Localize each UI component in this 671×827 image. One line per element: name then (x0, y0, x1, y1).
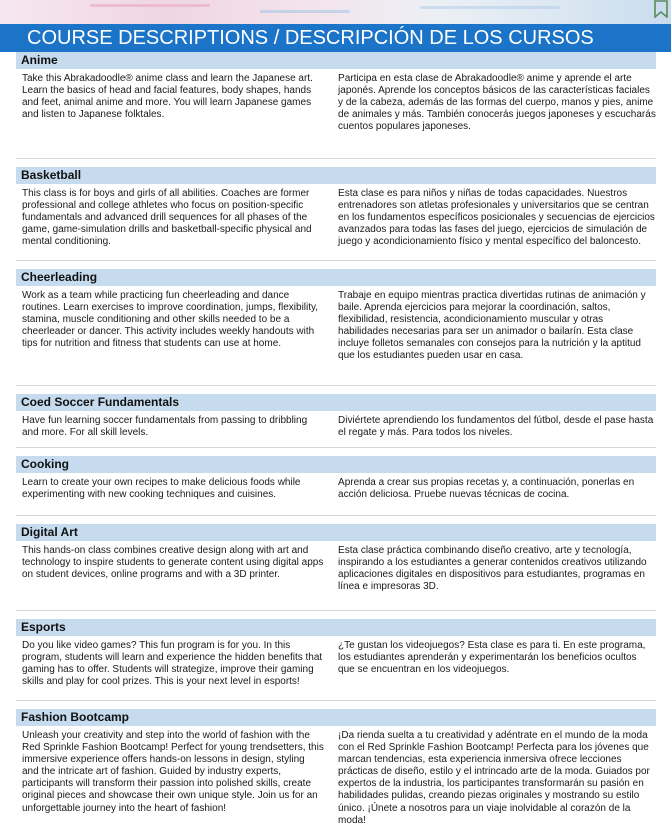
course-body (16, 473, 656, 516)
course-section (16, 709, 656, 826)
course-title: Fashion Bootcamp (16, 709, 656, 726)
course-description-en: Have fun learning soccer fundamentals from passing to dribbling and more. For all skill levels. (22, 415, 308, 439)
course-description-en: Do you like video games? This fun program is for you. In this program, students will learn and experience the hidden benefits that gaming has to offer. Students will strategize, improve their gaming skills and play for cool prizes. This is your next level in esports! (22, 640, 323, 688)
banner-streak (420, 6, 560, 9)
course-body (16, 184, 656, 261)
course-description-es: Esta clase es para niños y niñas de todas capacidades. Nuestros entrenadores son atletas profesionales y universitarios que se centran en los fundamentos específicos posicionales y secuencias de ejercicios avanzados para todas las fases del juego, ejercicios de simulación de juego y acondicionamiento físico y mental específico del baloncesto. (338, 188, 655, 248)
course-description-en: Take this Abrakadoodle® anime class and learn the Japanese art. Learn the basics of head and facial features, body shapes, hands and feet, animal anime and more. You will learn Japanese games and listen to Japanese folktales. (22, 73, 313, 121)
course-section (16, 456, 656, 516)
course-description-en: This hands-on class combines creative design along with art and technology to inspire students to generate content using digital apps on student devices, online programs and with a 3D printer. (22, 545, 324, 581)
course-section (16, 619, 656, 701)
course-title: Basketball (16, 167, 656, 184)
course-description-es: Aprenda a crear sus propias recetas y, a continuación, ponerlas en acción deliciosa. Pruebe nuevas técnicas de cocina. (338, 477, 635, 501)
course-body (16, 636, 656, 701)
course-section (16, 167, 656, 261)
course-section (16, 52, 656, 159)
course-list (16, 52, 656, 826)
course-title: Cheerleading (16, 269, 656, 286)
course-title: Digital Art (16, 524, 656, 541)
course-body (16, 69, 656, 159)
course-section (16, 394, 656, 448)
course-section (16, 269, 656, 386)
course-title: Esports (16, 619, 656, 636)
course-title: Coed Soccer Fundamentals (16, 394, 656, 411)
course-body (16, 541, 656, 611)
page-title: COURSE DESCRIPTIONS / DESCRIPCIÓN DE LOS CURSOS (0, 24, 671, 52)
course-description-es: Participa en esta clase de Abrakadoodle® anime y aprende el arte japonés. Aprende los conceptos básicos de las características faciales y de la cabeza, además de las formas del cuerpo, manos y pies, anime de animales y más. También conocerás juegos japoneses y escucharás cuentos populares japoneses. (338, 73, 656, 133)
course-description-es: Esta clase práctica combinando diseño creativo, arte y tecnología, inspirando a los estudiantes a generar contenidos creativos utilizando aplicaciones digitales en dispositivos para estudiantes, programas en línea e impresoras 3D. (338, 545, 647, 593)
course-description-es: Trabaje en equipo mientras practica divertidas rutinas de animación y baile. Aprenda ejercicios para mejorar la coordinación, saltos, flexibilidad, resistencia, acondicionamiento muscular y otras habilidades necesarias para ser un animador o bailarín. Esta clase incluye folletos semanales con consejos para la nutrición y la aptitud que los estudiantes pueden usar en casa. (338, 290, 646, 362)
course-body (16, 286, 656, 386)
course-description-es: Diviértete aprendiendo los fundamentos del fútbol, desde el pase hasta el regate y más. Para todos los niveles. (338, 415, 654, 439)
course-description-en: Learn to create your own recipes to make delicious foods while experimenting with new cooking techniques and cuisines. (22, 477, 301, 501)
banner-streak (260, 10, 350, 13)
course-section (16, 524, 656, 611)
bookmark-icon (653, 0, 669, 18)
course-body (16, 411, 656, 448)
course-description-en: Work as a team while practicing fun cheerleading and dance routines. Learn exercises to improve coordination, jumps, flexibility, stamina, muscle conditioning and other skills needed to be a cheerleader or dancer. This activity includes weekly handouts with tips for nutrition and fitness that students can use at home. (22, 290, 319, 350)
course-title: Cooking (16, 456, 656, 473)
course-description-es: ¿Te gustan los videojuegos? Esta clase es para ti. En este programa, los estudiantes aprenderán y experimentarán los beneficios ocultos que se encuentran en los videojuegos. (338, 640, 646, 676)
course-title: Anime (16, 52, 656, 69)
course-description-es: ¡Da rienda suelta a tu creatividad y adéntrate en el mundo de la moda con el Red Sprinkle Fashion Bootcamp! Perfecta para los jóvenes que marcan tendencias, esta experiencia inmersiva ofrece lecciones prácticas de diseño, estilo y el intrincado arte de la moda. Guiados por expertos de la industria, los participantes transformarán su pasión en habilidades pulidas, creando piezas originales y mostrando su estilo único. ¡Únete a nosotros para un viaje inolvidable al corazón de la moda! (338, 730, 650, 826)
course-body (16, 726, 656, 826)
course-description-en: Unleash your creativity and step into the world of fashion with the Red Sprinkle Fashion Bootcamp! Perfect for young trendsetters, this immersive experience offers hands-on lessons in design, styling and the intricate art of fashion. Guided by industry experts, participants will transform their passion into polished skills, create original pieces and showcase their own unique style. Join us for an unforgettable journey into the heart of fashion! (22, 730, 324, 814)
course-description-en: This class is for boys and girls of all abilities. Coaches are former professional and college athletes who focus on position-specific fundamentals and advanced drill sequences for all phases of the game, game-simulation drills and basketball-specific physical and mental conditioning. (22, 188, 312, 248)
banner-streak (90, 4, 210, 7)
decorative-banner (0, 0, 671, 24)
